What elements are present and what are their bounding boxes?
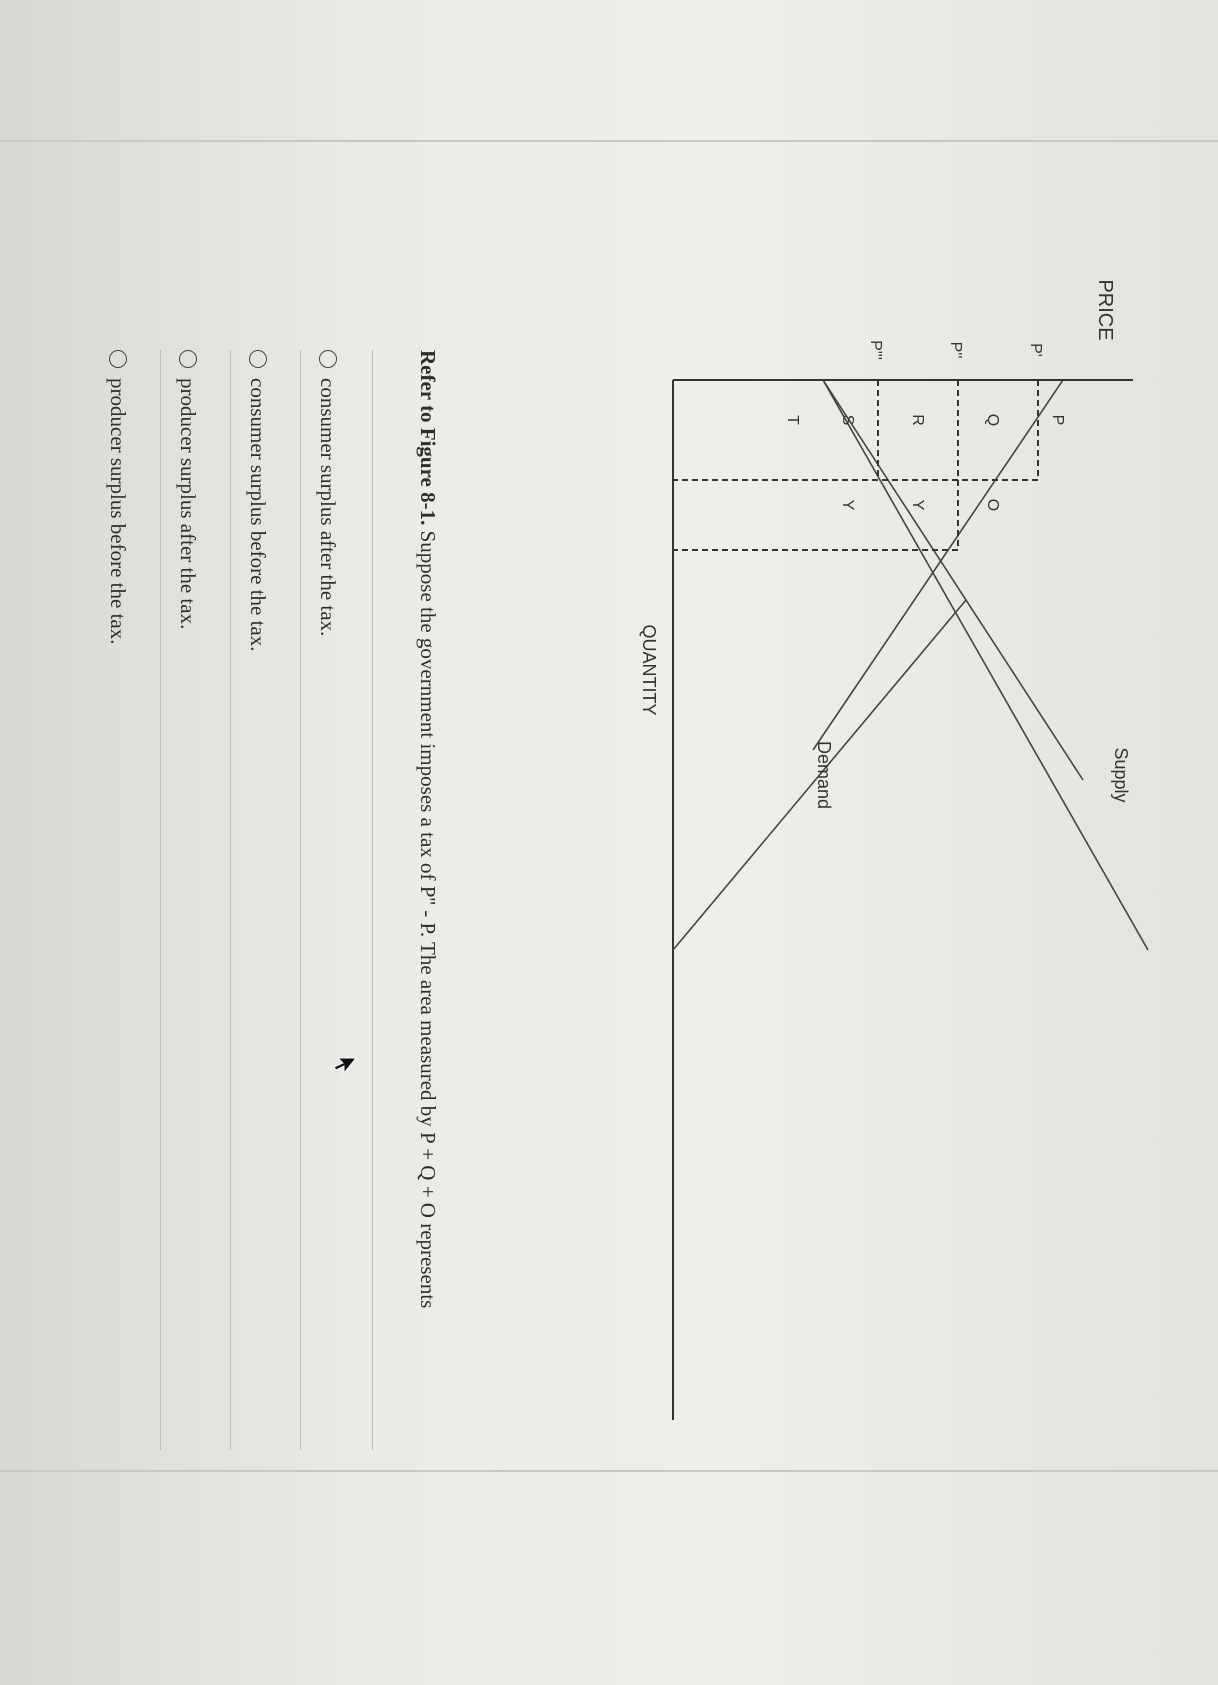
area-label-t: T [784, 415, 801, 425]
radio-button[interactable] [109, 350, 127, 368]
question-text [413, 350, 443, 1360]
supply-curve-full [823, 380, 1148, 950]
y-axis-label: PRICE [1094, 279, 1116, 341]
x-axis-label: QUANTITY [639, 624, 659, 716]
answer-label: consumer surplus after the tax. [316, 378, 341, 637]
price-label-p1: P' [1027, 343, 1044, 357]
area-label-y1: Y [909, 499, 926, 511]
question-panel [28, 150, 1143, 1460]
area-label-r: R [909, 414, 926, 426]
page-edge-top [0, 140, 1218, 142]
radio-button[interactable] [179, 350, 197, 368]
divider-2 [230, 350, 231, 1450]
answer-label: producer surplus after the tax. [176, 378, 201, 630]
demand-label: Demand [814, 740, 834, 810]
question-body: Suppose the government imposes a tax of P'' - P. The area measured by P + Q + O represents [416, 530, 440, 1309]
answer-option-2[interactable] [243, 350, 273, 652]
demand-curve [813, 380, 1063, 750]
divider-1 [300, 350, 301, 1450]
area-label-s: S [839, 414, 856, 426]
supply-curve [823, 380, 1083, 780]
answer-option-4[interactable] [103, 350, 133, 645]
radio-button[interactable] [319, 350, 337, 368]
mouse-cursor-icon [332, 1056, 358, 1078]
supply-demand-figure [639, 150, 1143, 1460]
answer-option-1[interactable] [313, 350, 343, 636]
divider-3 [160, 350, 161, 1450]
radio-button[interactable] [249, 350, 267, 368]
divider-top [372, 350, 373, 1450]
area-label-p: P [1049, 414, 1066, 426]
area-label-q: Q [984, 413, 1001, 427]
price-label-p2: P'' [947, 341, 964, 359]
page-edge-bottom [0, 1470, 1218, 1472]
answer-label: consumer surplus before the tax. [246, 378, 271, 652]
answer-option-3[interactable] [173, 350, 203, 629]
supply-label: Supply [1111, 747, 1131, 803]
question-figure-ref: Refer to Figure 8-1. [416, 350, 440, 526]
price-label-p3: P''' [867, 340, 884, 360]
area-label-y2: Y [839, 499, 856, 511]
area-label-o: O [984, 498, 1001, 512]
answer-label: producer surplus before the tax. [106, 378, 131, 645]
